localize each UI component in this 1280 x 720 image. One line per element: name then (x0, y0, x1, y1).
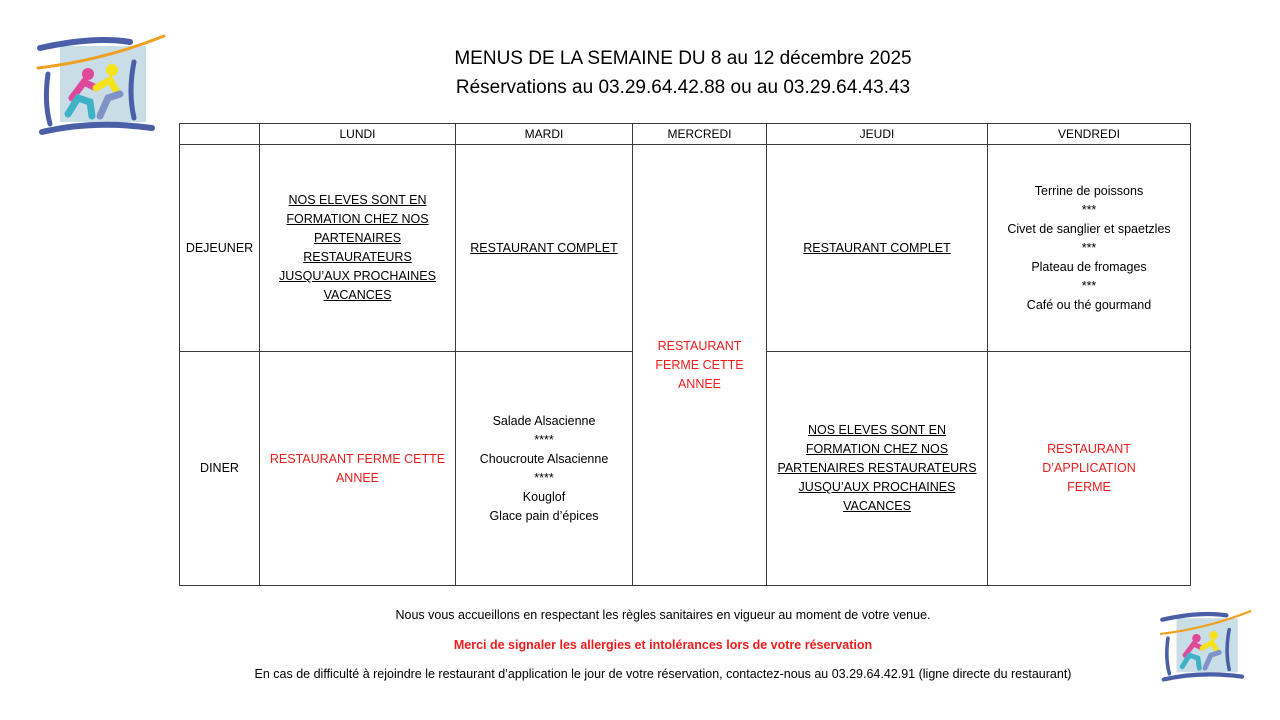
cell-line: JUSQU’AUX PROCHAINES (279, 269, 436, 283)
cell-line: PARTENAIRES RESTAURATEURS (777, 461, 977, 475)
column-header-vendredi: VENDREDI (988, 124, 1191, 145)
cell-dejeuner-vendredi (988, 145, 1191, 352)
cell-line: RESTAURATEURS (303, 250, 412, 264)
column-header-empty (180, 124, 260, 145)
cell-dejeuner-lundi (260, 145, 456, 352)
cell-line: RESTAURANT COMPLET (470, 240, 618, 255)
menu-separator: *** (1081, 202, 1097, 217)
cell-dejeuner-mardi (456, 145, 633, 352)
menu-separator: *** (1081, 240, 1097, 255)
footer-sanitary-notice: Nous vous accueillons en respectant les règles sanitaires en vigueur au moment de votre venue. (395, 608, 931, 622)
table-header-row (180, 124, 1191, 145)
cell-line: PARTENAIRES (313, 231, 402, 245)
school-logo-bottom (1158, 606, 1252, 686)
page-title: MENUS DE LA SEMAINE DU 8 au 12 décembre 2025 (454, 48, 912, 69)
cell-line: RESTAURANT COMPLET (803, 240, 951, 255)
reservation-phones: Réservations au 03.29.64.42.88 ou au 03.29.64.43.43 (455, 77, 911, 98)
cell-line: FORMATION CHEZ NOS (805, 442, 949, 456)
menu-separator: **** (534, 432, 554, 447)
menu-item: Civet de sanglier et spaetzles (1007, 221, 1171, 236)
cell-diner-lundi (260, 352, 456, 586)
menu-item: Glace pain d’épices (489, 508, 599, 523)
menu-item: Salade Alsacienne (492, 413, 596, 428)
menu-item: Terrine de poissons (1034, 183, 1144, 198)
cell-line: ANNEE (677, 376, 722, 391)
column-header-jeudi: JEUDI (767, 124, 988, 145)
weekly-menu-table (179, 123, 1191, 586)
menu-item: Choucroute Alsacienne (479, 451, 609, 466)
row-label-dejeuner: DEJEUNER (180, 145, 260, 352)
column-header-mardi: MARDI (456, 124, 633, 145)
table-row-dejeuner (180, 145, 1191, 352)
cell-line: FERME (1067, 480, 1111, 494)
menu-separator: *** (1081, 278, 1097, 293)
cell-line: ANNEE (335, 470, 380, 485)
cell-mercredi-merged (633, 145, 767, 586)
menu-item: Plateau de fromages (1031, 259, 1147, 274)
cell-line: RESTAURANT (657, 338, 742, 353)
school-logo-top (34, 32, 166, 138)
footer-allergy-notice: Merci de signaler les allergies et intolérances lors de votre réservation (453, 638, 873, 652)
cell-line: D’APPLICATION (1042, 461, 1136, 475)
logo-icon (34, 32, 166, 138)
row-label-diner: DINER (180, 352, 260, 586)
footer-contact-notice: En cas de difficulté à rejoindre le restaurant d’application le jour de votre réservation, contactez-nous au 03.29.64.42.91 (ligne directe du restaurant) (254, 667, 1072, 681)
cell-line: JUSQU’AUX PROCHAINES (798, 480, 956, 494)
cell-line: RESTAURANT FERME CETTE (269, 451, 446, 466)
cell-diner-vendredi (988, 352, 1191, 586)
logo-icon (1158, 606, 1252, 686)
cell-line: NOS ELEVES SONT EN (807, 423, 946, 437)
cell-diner-jeudi (767, 352, 988, 586)
menu-item: Café ou thé gourmand (1026, 297, 1152, 312)
menu-item: Kouglof (522, 489, 566, 504)
cell-line: VACANCES (843, 499, 911, 513)
cell-line: FORMATION CHEZ NOS (286, 212, 429, 226)
column-header-lundi: LUNDI (260, 124, 456, 145)
cell-line: NOS ELEVES SONT EN (288, 193, 427, 207)
cell-diner-mardi (456, 352, 633, 586)
menu-separator: **** (534, 470, 554, 485)
cell-dejeuner-jeudi (767, 145, 988, 352)
column-header-mercredi: MERCREDI (633, 124, 767, 145)
cell-line: RESTAURANT (1047, 442, 1131, 456)
cell-line: FERME CETTE (655, 357, 744, 372)
cell-line: VACANCES (323, 288, 392, 302)
